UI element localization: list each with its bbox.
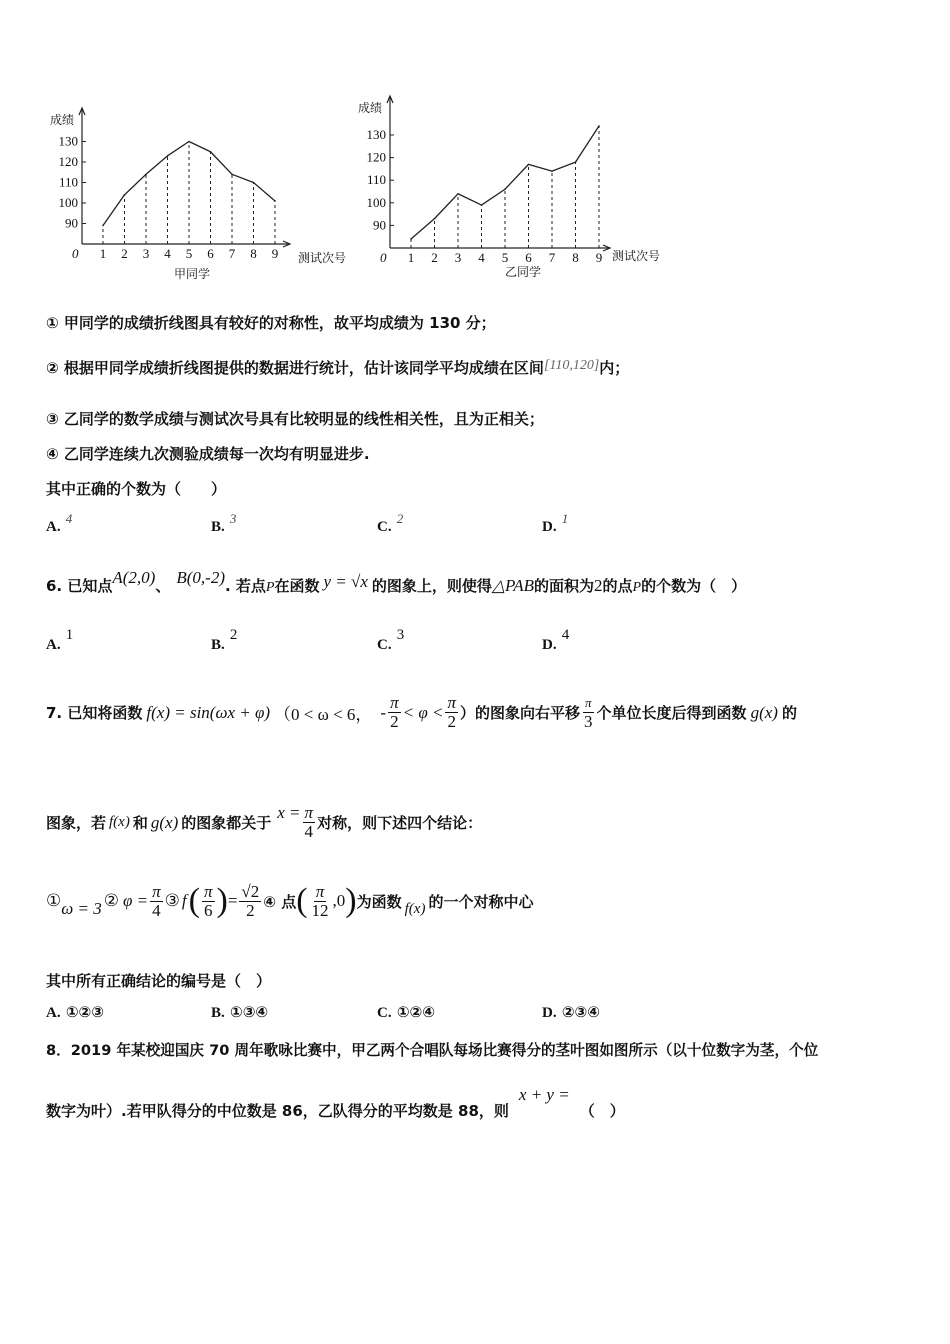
line-segment — [254, 183, 276, 201]
y-tick-label: 100 — [58, 195, 78, 210]
q7-option-d[interactable]: D. ②③④ — [542, 1003, 600, 1021]
y-tick-label: 90 — [373, 217, 386, 233]
x-tick-label: 8 — [250, 246, 257, 261]
origin-label: 0 — [380, 250, 387, 265]
line-segment — [146, 156, 168, 174]
data-point — [253, 182, 255, 184]
y-tick-label: 120 — [58, 154, 78, 169]
line-segment — [125, 174, 147, 195]
y-tick-label: 100 — [366, 194, 386, 210]
line-segment — [482, 189, 506, 205]
y-tick-label: 130 — [58, 133, 78, 149]
data-point — [434, 218, 436, 220]
y-tick-label: 120 — [366, 149, 386, 165]
line-segment — [189, 142, 211, 152]
point-b: B(0,-2) — [176, 568, 225, 587]
x-tick-label: 2 — [121, 246, 128, 261]
y-tick-label: 110 — [58, 174, 78, 190]
q5-statement-4: ④ 乙同学连续九次测验成绩每一次均有明显进步. — [46, 445, 370, 463]
x-tick-label: 7 — [228, 246, 236, 261]
line-segment — [168, 142, 190, 156]
data-point — [551, 170, 553, 172]
q5-option-b[interactable]: B. $^3$ — [211, 511, 237, 535]
q6-option-d[interactable]: D. 4 — [542, 627, 570, 653]
line-segment — [458, 194, 482, 205]
x-tick-label: 4 — [478, 250, 485, 265]
data-point — [210, 151, 212, 153]
q8-line1: 8．2019 年某校迎国庆 70 周年歌咏比赛中，甲乙两个合唱队每场比赛得分的茎叶图如图所示（以十位数字为茎，个位 — [46, 1042, 819, 1059]
data-point — [410, 238, 412, 240]
q5-option-d[interactable]: D. $^1$ — [542, 511, 569, 535]
chart-title: 甲同学 — [173, 267, 211, 281]
x-tick-label: 4 — [164, 246, 171, 261]
chart-title: 乙同学 — [504, 265, 542, 279]
chart-yi — [350, 90, 680, 285]
line-segment — [211, 152, 233, 175]
x-tick-label: 5 — [501, 250, 509, 265]
data-point — [102, 225, 104, 227]
data-point — [188, 141, 190, 143]
q5-statement-3: ③ 乙同学的数学成绩与测试次号具有比较明显的线性相关性，且为正相关； — [46, 410, 544, 428]
q5-statement-1: ① 甲同学的成绩折线图具有较好的对称性，故平均成绩为 130 分； — [46, 314, 496, 332]
y-axis-label: 成绩 — [358, 101, 383, 115]
data-point — [167, 155, 169, 157]
q7-conclusions: ① ω = 3 ② φ = $\frac{\pi}{4}$ ③ f ( $\frac{\pi}{6}$ ) = $\frac{√2}{2}$ ④ 点 ( $\frac{\pi}{12}$ ,0 ) 为函数 f(x) 的一个对称中心 — [46, 881, 534, 920]
x-tick-label: 1 — [99, 246, 107, 261]
x-tick-label: 9 — [595, 250, 603, 265]
q5-prompt: 其中正确的个数为（ ） — [46, 480, 227, 498]
q5-statement-2-tail: 内； — [599, 359, 630, 377]
line-segment — [232, 174, 254, 182]
x-tick-label: 6 — [207, 246, 214, 261]
conclusion-3: f — [181, 891, 187, 910]
x-tick-label: 8 — [572, 250, 579, 265]
line-segment — [103, 195, 125, 226]
q5-statement-2-text: ② 根据甲同学成绩折线图提供的数据进行统计，估计该同学平均成绩在区间 — [46, 359, 544, 377]
data-point — [528, 164, 530, 166]
y-tick-label: 90 — [65, 215, 78, 231]
omega-range: （0 < ω < 6， — [274, 705, 373, 724]
x-axis-label: 测试次号 — [612, 249, 661, 263]
q6-option-c[interactable]: C. 3 — [377, 627, 405, 653]
x-tick-label: 9 — [271, 246, 279, 261]
origin-label: 0 — [72, 246, 79, 261]
data-point — [145, 174, 147, 176]
y-axis-label: 成绩 — [50, 113, 75, 127]
line-segment — [411, 219, 435, 239]
q8-line2: 数字为叶）.若甲队得分的中位数是 86，乙队得分的平均数是 88，则x + y =（ ） — [46, 1085, 625, 1120]
q7-option-b[interactable]: B. ①③④ — [211, 1003, 269, 1021]
q6-stem: 6. 已知点A(2,0)、 B(0,-2). 若点P在函数 y = √x 的图象上，则使得△PAB的面积为2的点P的个数为（ ） — [46, 568, 747, 595]
q6-option-a[interactable]: A. 1 — [46, 627, 74, 653]
x-tick-label: 5 — [185, 246, 193, 261]
y-tick-label: 130 — [366, 127, 386, 142]
q7-option-c[interactable]: C. ①②④ — [377, 1003, 435, 1021]
data-point — [481, 204, 483, 206]
q7-stem: 7. 已知将函数 f(x) = sin(ωx + φ) （0 < ω < 6， - $\frac{\pi}{2}$ < φ < $\frac{\pi}{2}$ ） 的图象向右平移 $\frac{\pi}{3}$ 个单位长度后得到函数 g(x) 的 — [46, 693, 797, 731]
q7-option-a[interactable]: A. ①②③ — [46, 1003, 104, 1021]
x-tick-label: 7 — [548, 250, 556, 265]
f-def: f(x) = sin(ωx + φ) — [146, 702, 271, 722]
q5-option-c[interactable]: C. $^2$ — [377, 511, 404, 535]
q7-line2: 图象，若 f(x) 和 g(x) 的图象都关于 x = $\frac{\pi}{4}$ 对称，则下述四个结论： — [46, 802, 483, 841]
line-segment — [529, 164, 553, 171]
x-tick-label: 2 — [431, 250, 438, 265]
point-a: A(2,0) — [112, 568, 156, 587]
x-tick-label: 6 — [525, 250, 532, 265]
x-tick-label: 1 — [407, 250, 415, 265]
data-point — [457, 193, 459, 195]
y-tick-label: 110 — [366, 172, 386, 188]
q6-option-b[interactable]: B. 2 — [211, 627, 238, 653]
chart-jia — [40, 100, 370, 285]
x-tick-label: 3 — [142, 246, 150, 261]
q8-xy: x + y = — [518, 1085, 570, 1104]
line-segment — [435, 194, 459, 219]
data-point — [231, 174, 233, 176]
x-axis-label: 测试次号 — [298, 251, 347, 265]
line-segment — [576, 126, 600, 162]
data-point — [124, 194, 126, 196]
q5-statement-2 — [46, 357, 629, 378]
x-tick-label: 3 — [454, 250, 462, 265]
data-point — [575, 161, 577, 163]
line-segment — [505, 164, 529, 189]
data-point — [274, 200, 276, 202]
q5-option-a[interactable]: A. $^4$ — [46, 511, 73, 535]
line-segment — [552, 162, 576, 171]
q5-interval: [110,120] — [543, 358, 600, 373]
data-point — [504, 188, 506, 190]
data-point — [598, 125, 600, 127]
conclusion-2: φ = — [122, 891, 149, 910]
func-sqrt: y = √x — [323, 572, 368, 591]
q7-prompt: 其中所有正确结论的编号是（ ） — [46, 972, 272, 990]
conclusion-4: ④ 点 — [263, 892, 297, 911]
conclusion-1: ω = 3 — [61, 899, 102, 918]
triangle-pab: △PAB — [491, 576, 534, 595]
